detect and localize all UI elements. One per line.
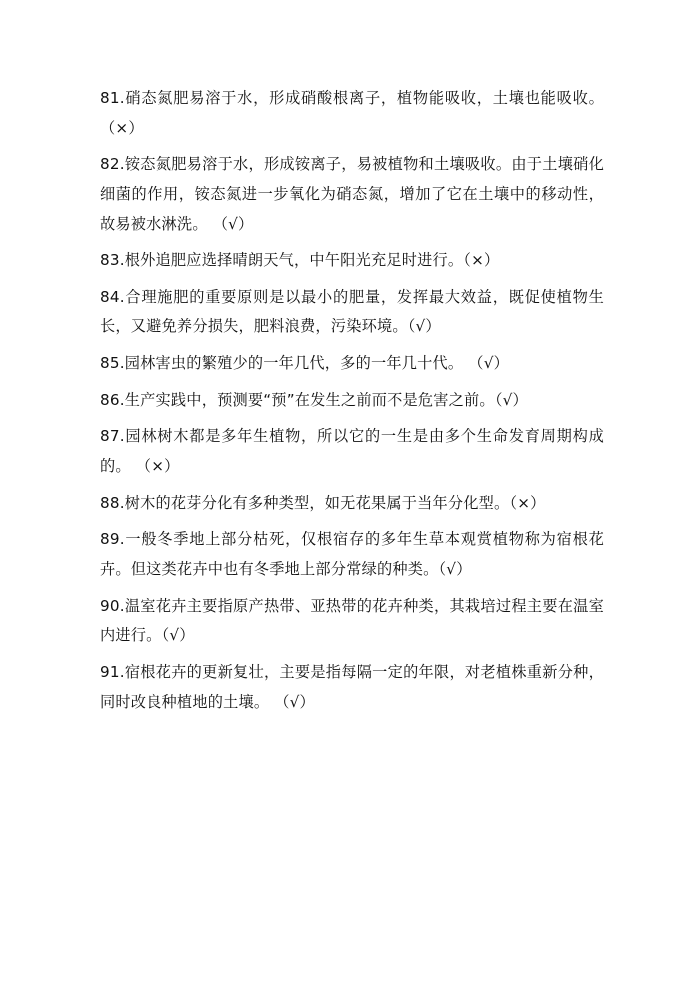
list-item: 90.温室花卉主要指原产热带、亚热带的花卉种类，其栽培过程主要在温室内进行。（√）	[100, 596, 604, 645]
list-item: 83.根外追肥应选择晴朗天气，中午阳光充足时进行。（×）	[100, 251, 500, 270]
list-item: 91.宿根花卉的更新复壮，主要是指每隔一定的年限，对老植株重新分种，同时改良种植地的土壤。 （√）	[100, 662, 604, 711]
list-item: 86.生产实践中，预测要“预”在发生之前而不是危害之前。（√）	[100, 390, 528, 409]
list-item: 82.铵态氮肥易溶于水，形成铵离子，易被植物和土壤吸收。由于土壤硝化细菌的作用，铵态氮进一步氧化为硝态氮，增加了它在土壤中的移动性，故易被水淋洗。 （√）	[100, 155, 604, 233]
list-item: 88.树木的花芽分化有多种类型，如无花果属于当年分化型。（×）	[100, 493, 546, 512]
list-item: 84.合理施肥的重要原则是以最小的肥量，发挥最大效益，既促使植物生长，又避免养分损失，肥料浪费，污染环境。（√）	[100, 287, 604, 336]
list-item: 87.园林树木都是多年生植物，所以它的一生是由多个生命发育周期构成的。 （×）	[100, 427, 604, 476]
list-item: 89.一般冬季地上部分枯死，仅根宿存的多年生草本观赏植物称为宿根花卉。但这类花卉中也有冬季地上部分常绿的种类。（√）	[100, 530, 604, 578]
list-item: 81.硝态氮肥易溶于水，形成硝酸根离子，植物能吸收，土壤也能吸收。（×）	[100, 89, 604, 137]
question-list	[100, 84, 604, 717]
list-item: 85.园林害虫的繁殖少的一年几代，多的一年几十代。 （√）	[100, 354, 509, 373]
